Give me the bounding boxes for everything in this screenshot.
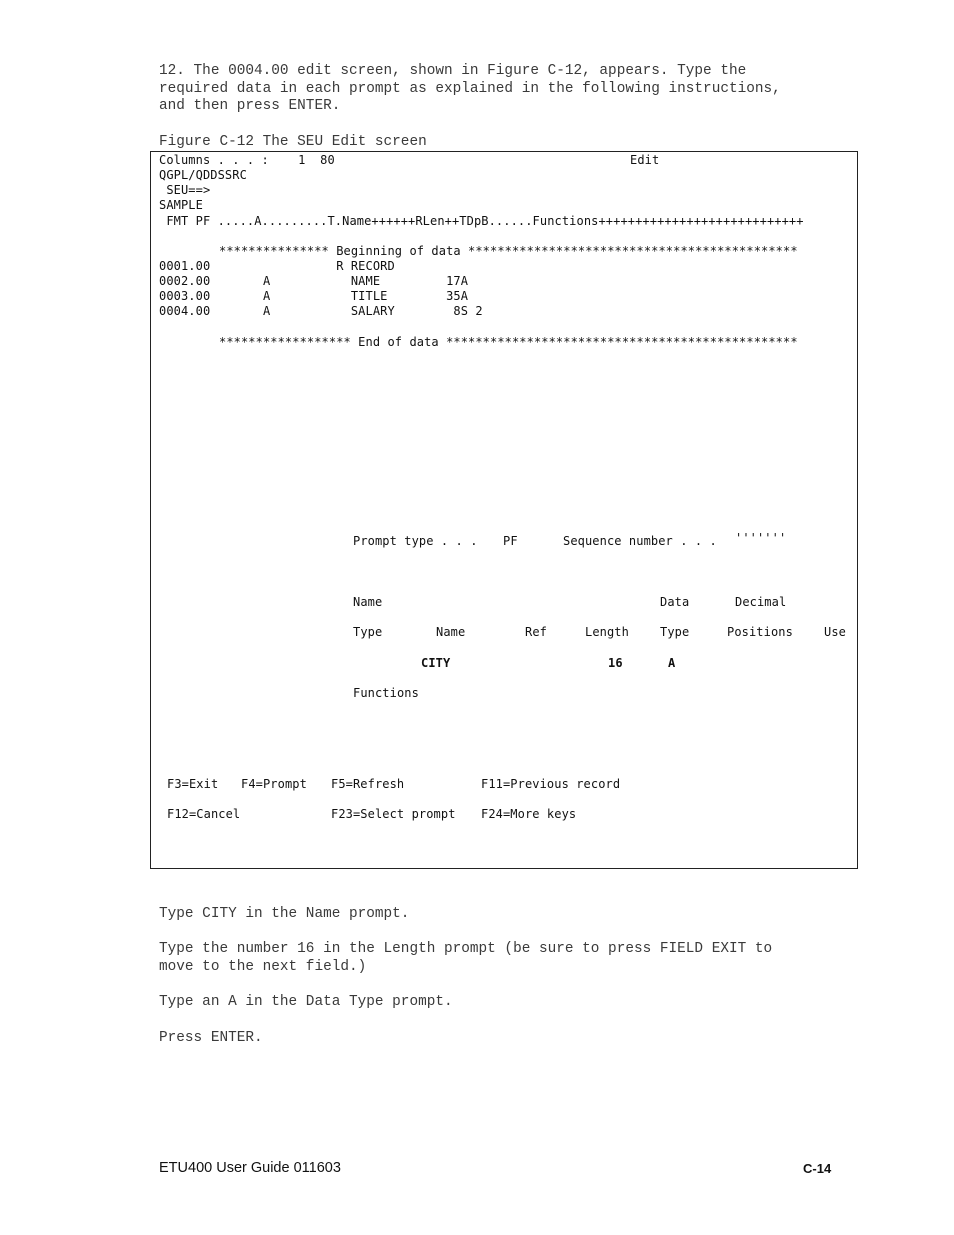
f3-exit-key[interactable]: F3=Exit <box>167 777 219 791</box>
intro-line-3: and then press ENTER. <box>159 98 341 114</box>
column-header-use: Use <box>824 625 846 639</box>
instruction-step-3: Type an A in the Data Type prompt. <box>159 994 453 1010</box>
column-header-name: Name <box>436 625 466 639</box>
record-text[interactable]: A TITLE 35A <box>219 289 469 303</box>
edit-mode-label: Edit <box>630 153 660 167</box>
column-header-decimal-top: Decimal <box>735 595 787 609</box>
f24-more-keys-key[interactable]: F24=More keys <box>481 807 577 821</box>
prompt-type-label: Prompt type . . . <box>353 534 478 548</box>
instruction-step-4: Press ENTER. <box>159 1030 263 1046</box>
f4-prompt-key[interactable]: F4=Prompt <box>241 777 307 791</box>
column-header-length: Length <box>585 625 629 639</box>
seu-command-prompt[interactable]: SEU==> <box>159 183 211 197</box>
member-name: SAMPLE <box>159 198 203 212</box>
instruction-step-1: Type CITY in the Name prompt. <box>159 906 410 922</box>
sequence-number-label: Sequence number . . . <box>563 534 717 548</box>
record-text[interactable]: R RECORD <box>219 259 395 273</box>
instruction-step-2-line-2: move to the next field.) <box>159 959 367 975</box>
column-header-data-top: Data <box>660 595 690 609</box>
column-header-type: Type <box>353 625 383 639</box>
f12-cancel-key[interactable]: F12=Cancel <box>167 807 241 821</box>
record-seq[interactable]: 0004.00 <box>159 304 211 318</box>
data-type-input[interactable]: A <box>668 656 676 670</box>
name-input[interactable]: CITY <box>421 656 451 670</box>
column-header-ref: Ref <box>525 625 547 639</box>
record-seq[interactable]: 0002.00 <box>159 274 211 288</box>
f23-select-prompt-key[interactable]: F23=Select prompt <box>331 807 456 821</box>
column-header-positions: Positions <box>727 625 793 639</box>
footer-guide-title: ETU400 User Guide 011603 <box>159 1160 341 1176</box>
end-of-data-marker: ****************** End of data ************************************************ <box>219 335 798 349</box>
columns-indicator: Columns . . . : 1 80 <box>159 153 335 167</box>
beginning-of-data-marker: *************** Beginning of data ********************************************* <box>219 244 798 258</box>
record-seq[interactable]: 0001.00 <box>159 259 211 273</box>
footer-page-number: C-14 <box>803 1161 832 1176</box>
record-seq[interactable]: 0003.00 <box>159 289 211 303</box>
column-header-name-top: Name <box>353 595 383 609</box>
figure-caption: Figure C-12 The SEU Edit screen <box>159 134 427 150</box>
column-header-data-type: Type <box>660 625 690 639</box>
instruction-step-2-line-1: Type the number 16 in the Length prompt (be sure to press FIELD EXIT to <box>159 941 773 957</box>
sequence-number-field[interactable]: ''''''' <box>735 531 787 545</box>
f5-refresh-key[interactable]: F5=Refresh <box>331 777 405 791</box>
intro-line-1: 12. The 0004.00 edit screen, shown in Figure C-12, appears. Type the <box>159 63 747 79</box>
functions-label: Functions <box>353 686 419 700</box>
record-text[interactable]: A NAME 17A <box>219 274 469 288</box>
intro-line-2: required data in each prompt as explained in the following instructions, <box>159 81 781 97</box>
prompt-type-value: PF <box>503 534 518 548</box>
record-text[interactable]: A SALARY 8S 2 <box>219 304 483 318</box>
format-line: FMT PF .....A.........T.Name++++++RLen++TDpB......Functions++++++++++++++++++++++++++++ <box>159 214 804 228</box>
f11-previous-record-key[interactable]: F11=Previous record <box>481 777 621 791</box>
length-input[interactable]: 16 <box>608 656 623 670</box>
library-file-label: QGPL/QDDSSRC <box>159 168 247 182</box>
